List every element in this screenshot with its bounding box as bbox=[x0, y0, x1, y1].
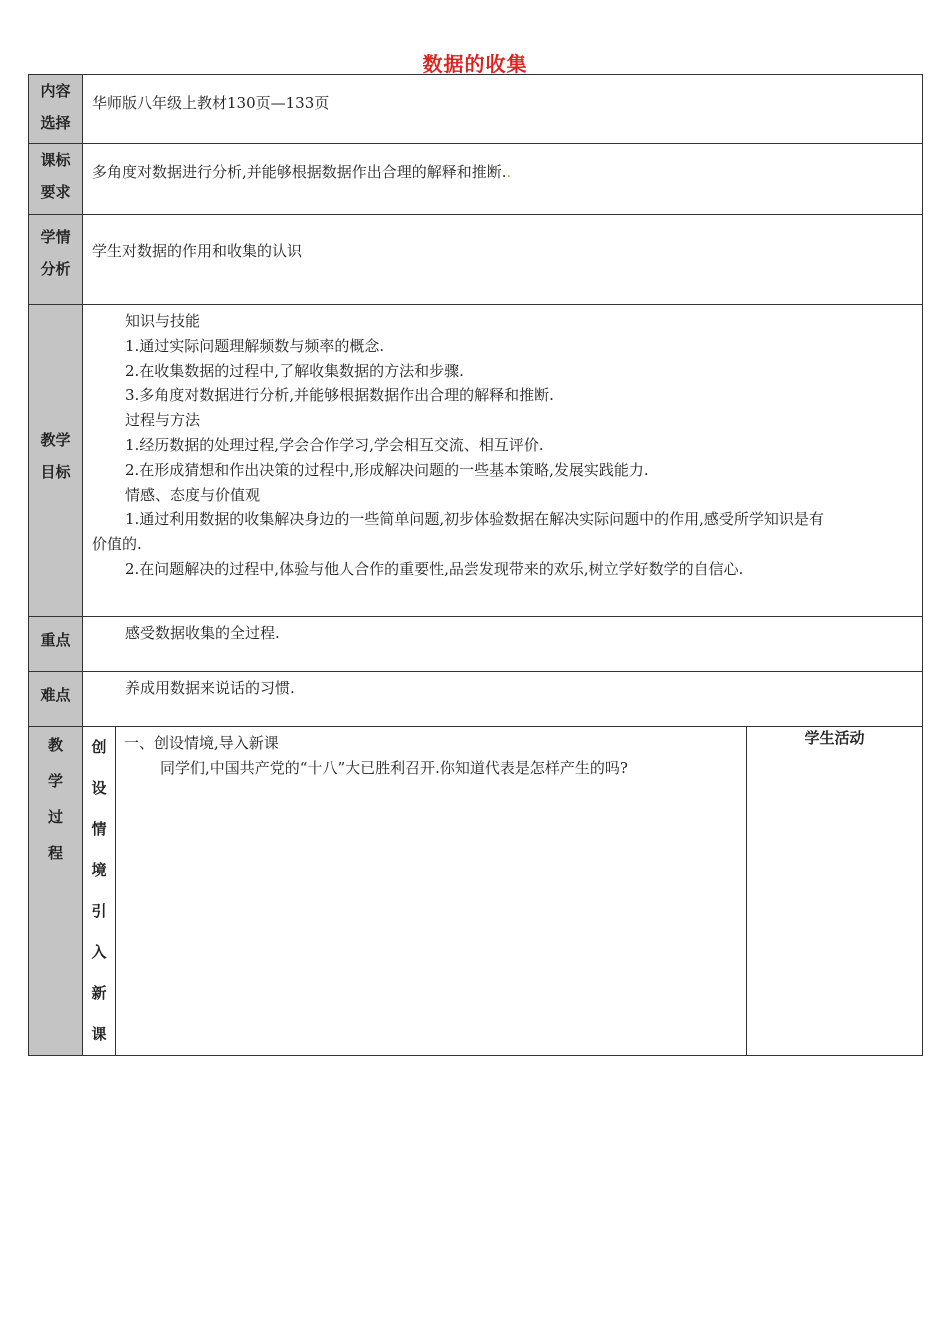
label-difficulty: 难点 bbox=[29, 672, 83, 727]
cell-process-content bbox=[116, 727, 747, 1056]
objective-item: 2.在收集数据的过程中,了解收集数据的方法和步骤. bbox=[125, 361, 464, 380]
row-standard bbox=[29, 144, 923, 215]
lesson-plan-table bbox=[28, 74, 923, 1056]
cell-difficulty: 养成用数据来说话的习惯. bbox=[83, 672, 923, 727]
objectives-heading-knowledge: 知识与技能 bbox=[125, 312, 201, 330]
cell-key-point: 感受数据收集的全过程. bbox=[83, 617, 923, 672]
objectives-heading-process: 过程与方法 bbox=[125, 411, 201, 430]
row-key-point bbox=[29, 617, 923, 672]
objective-item: 2.在问题解决的过程中,体验与他人合作的重要性,品尝发现带来的欢乐,树立学好数学的自信心. bbox=[125, 559, 744, 578]
row-difficulty bbox=[29, 672, 923, 727]
objective-item-continued: 价值的. bbox=[92, 535, 142, 554]
row-process bbox=[29, 727, 923, 1056]
label-process-stage: 创 设 情 境 引 入 新 课 bbox=[83, 727, 116, 1056]
label-standard: 课标 要求 bbox=[29, 144, 83, 215]
label-objectives: 教学 目标 bbox=[29, 305, 83, 617]
label-analysis: 学情 分析 bbox=[29, 215, 83, 305]
label-content-choice: 内容 选择 bbox=[29, 75, 83, 144]
objective-item: 1.通过利用数据的收集解决身边的一些简单问题,初步体验数据在解决实际问题中的作用,感受所学知识是有 bbox=[125, 510, 824, 529]
cell-analysis: 学生对数据的作用和收集的认识 bbox=[83, 215, 923, 305]
label-key-point: 重点 bbox=[29, 617, 83, 672]
document-title: 数据的收集 bbox=[422, 52, 528, 76]
cell-content-choice: 华师版八年级上教材130页—133页 bbox=[83, 75, 923, 144]
process-step-text: 同学们,中国共产党的“十八”大已胜利召开.你知道代表是怎样产生的吗? bbox=[160, 759, 628, 777]
standard-text: 多角度对数据进行分析,并能够根据数据作出合理的解释和推断. bbox=[92, 163, 507, 181]
row-analysis bbox=[29, 215, 923, 305]
objectives-heading-attitude: 情感、态度与价值观 bbox=[125, 485, 261, 504]
student-activity-header: 学生活动 bbox=[747, 727, 923, 1056]
objective-item: 2.在形成猜想和作出决策的过程中,形成解决问题的一些基本策略,发展实践能力. bbox=[125, 460, 649, 479]
objective-item: 1.经历数据的处理过程,学会合作学习,学会相互交流、相互评价. bbox=[125, 435, 544, 454]
process-step-heading: 一、创设情境,导入新课 bbox=[124, 734, 279, 752]
row-objectives bbox=[29, 305, 923, 617]
orange-mark: . bbox=[506, 163, 512, 181]
cell-standard bbox=[83, 144, 923, 215]
label-process: 教 学 过 程 bbox=[29, 727, 83, 1056]
cell-objectives bbox=[83, 305, 923, 617]
objective-item: 1.通过实际问题理解频数与频率的概念. bbox=[125, 336, 385, 355]
row-content-choice bbox=[29, 75, 923, 144]
objective-item: 3.多角度对数据进行分析,并能够根据数据作出合理的解释和推断. bbox=[125, 386, 554, 405]
